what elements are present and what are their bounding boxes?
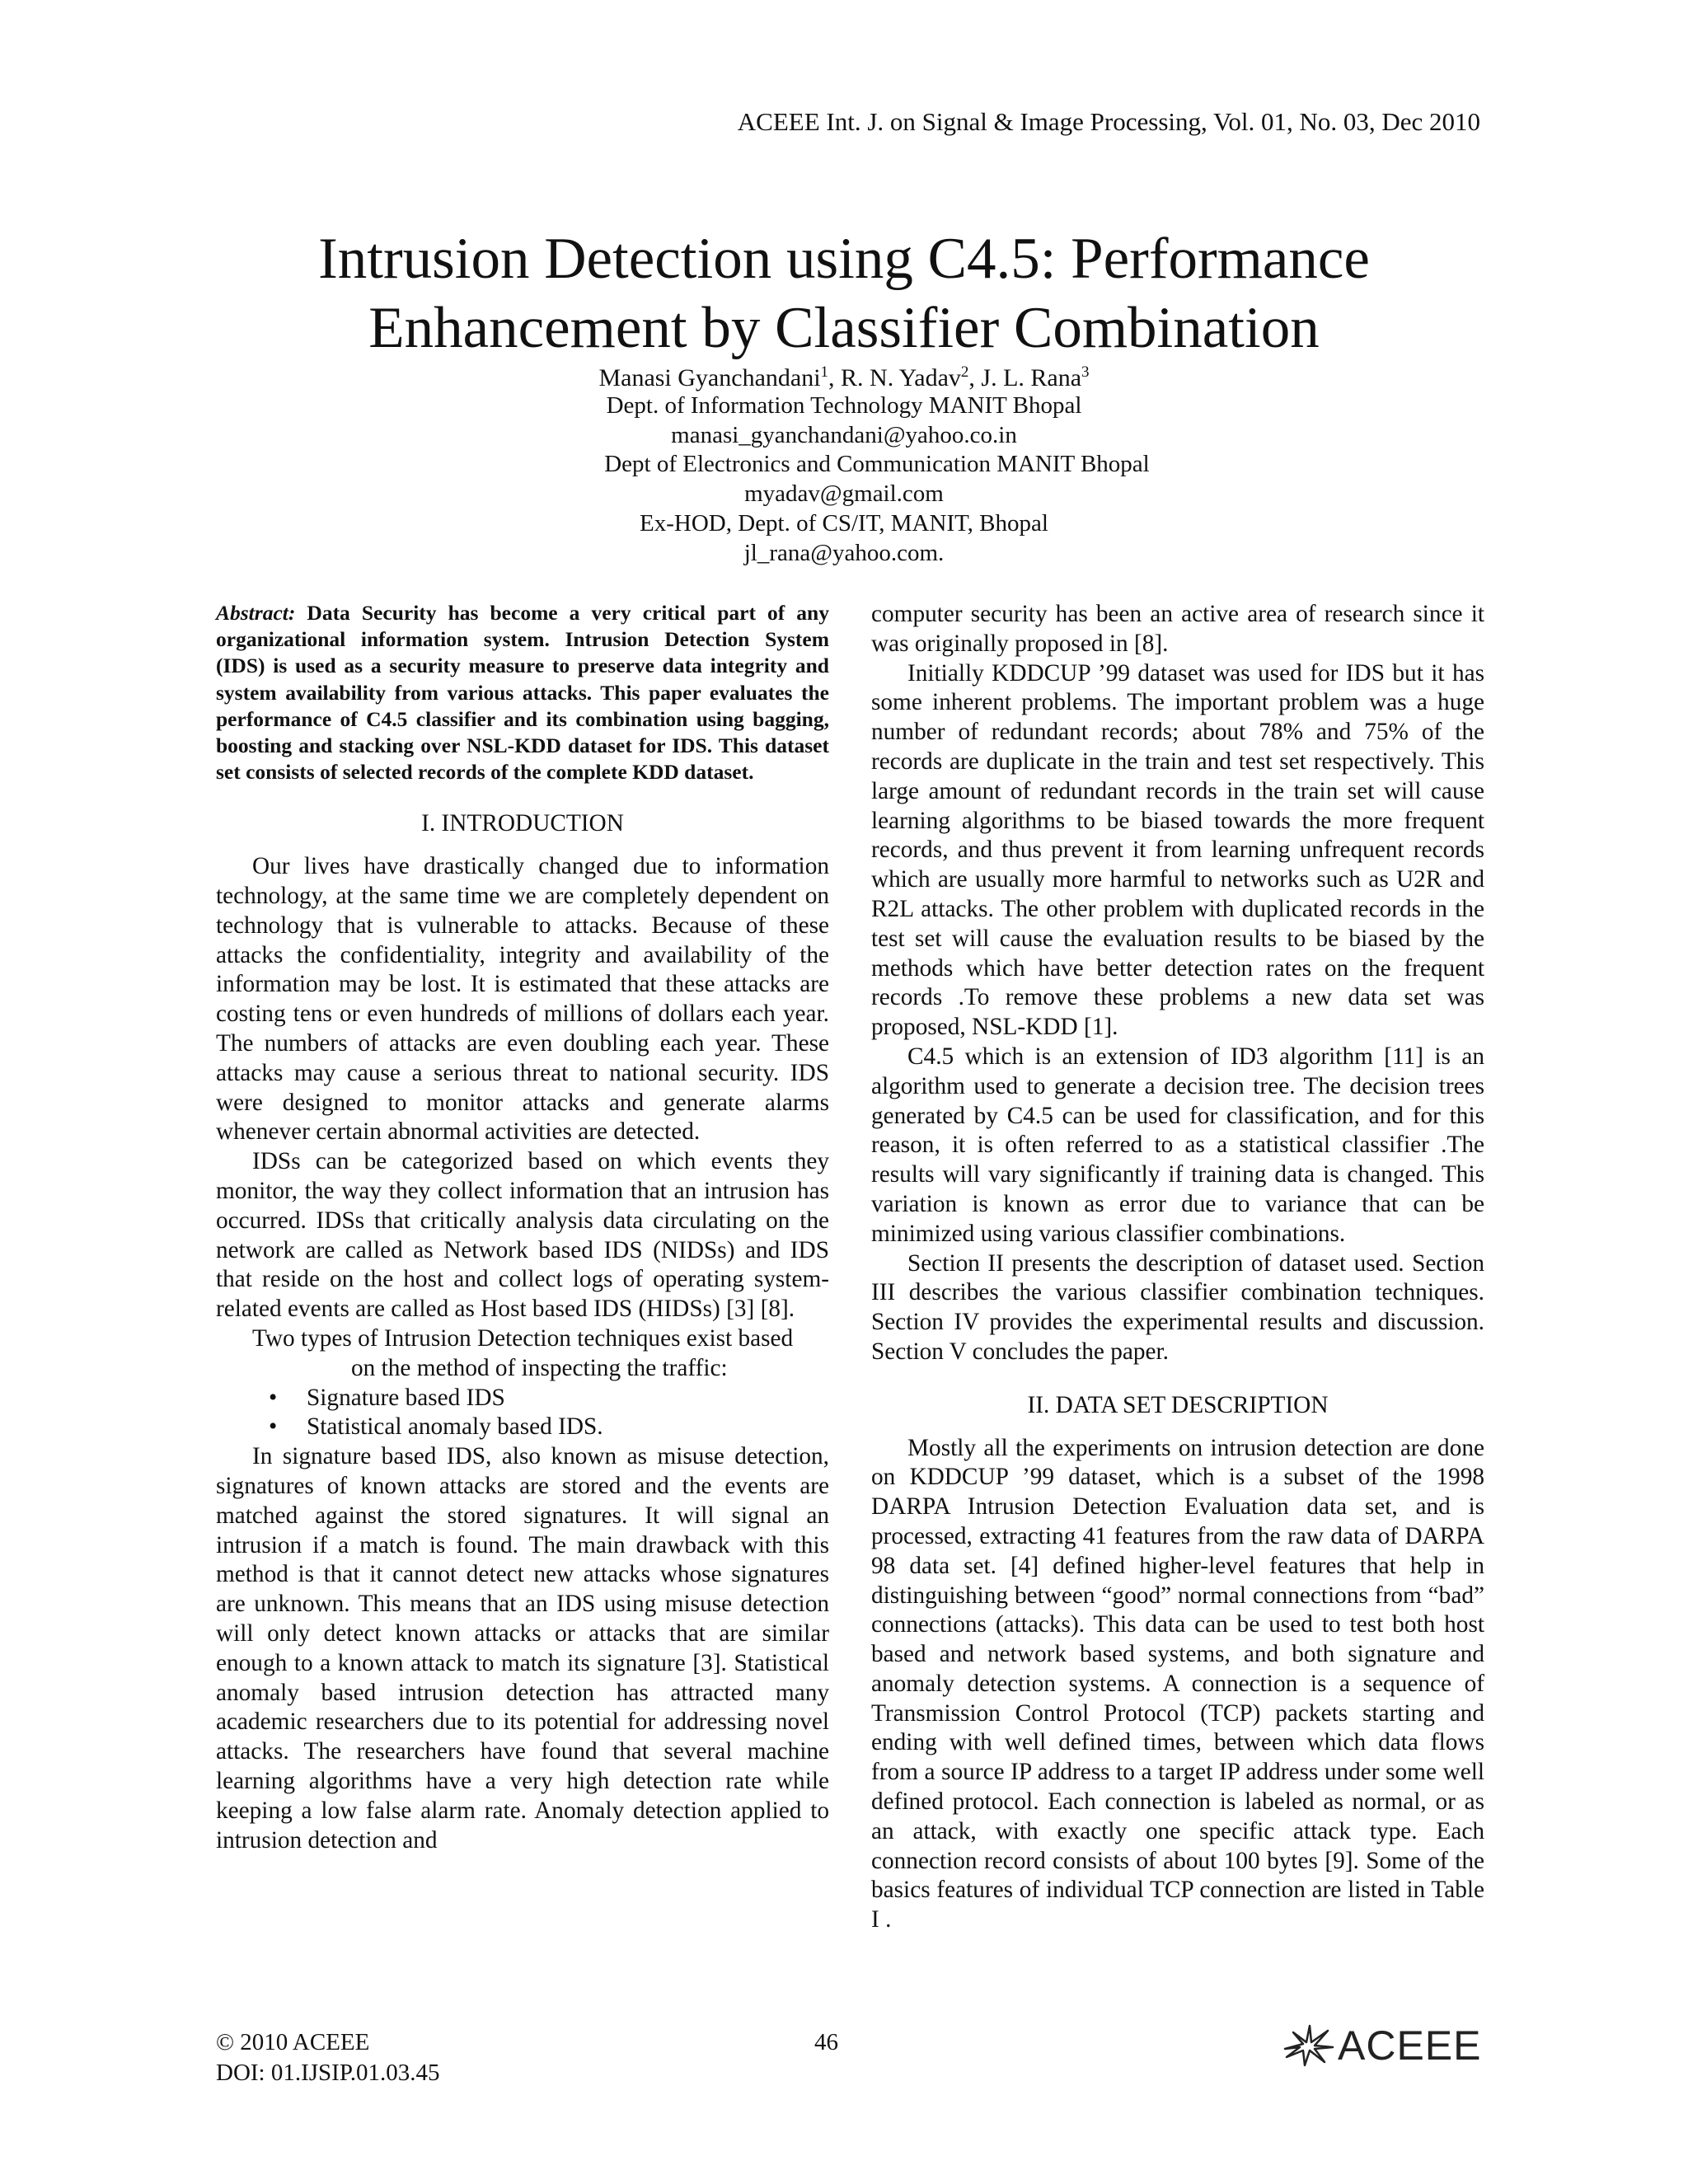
footer-copyright: © 2010 ACEEE	[216, 2029, 370, 2055]
list-item	[216, 1384, 829, 1413]
aceee-logo-icon	[1282, 2024, 1334, 2067]
page-number: 46	[814, 2029, 838, 2055]
author-3: , J. L. Rana	[968, 364, 1082, 391]
affiliation-2-email: myadav@gmail.com	[744, 480, 944, 507]
author-2: , R. N. Yadav	[828, 364, 961, 391]
bullet-icon: •	[269, 1413, 278, 1441]
affiliation-1: Dept. of Information Technology MANIT Bhopal	[606, 392, 1082, 419]
author-3-sup: 3	[1081, 363, 1090, 381]
right-paragraph-1: computer security has been an active area of research since it was originally proposed in [8].	[871, 601, 1484, 657]
aceee-logo	[1282, 2021, 1488, 2070]
list-item-text: Statistical anomaly based IDS.	[307, 1413, 603, 1441]
journal-running-head: ACEEE Int. J. on Signal & Image Processing, Vol. 01, No. 03, Dec 2010	[737, 107, 1480, 136]
intro-paragraph-4: In signature based IDS, also known as misuse detection, signatures of known attacks are stored and the events are matched against the stored signatures. It will signal an intrusion if a match is found. The main drawback with this method is that it cannot detect new attacks whose signatures are unknown. This means that an IDS using misuse detection will only detect known attacks or attacks that are similar enough to a known attack to match its signature [3]. Statistical anomaly based intrusion detection has attracted many academic researchers due to its potential for addressing novel attacks. The researchers have found that several machine learning algorithms have a very high detection rate while keeping a low false alarm rate. Anomaly detection applied to intrusion detection and	[216, 1443, 829, 1854]
author-1: Manasi Gyanchandani	[598, 364, 821, 391]
affiliation-3: Ex-HOD, Dept. of CS/IT, MANIT, Bhopal	[640, 510, 1048, 537]
right-paragraph-2: Initially KDDCUP ’99 dataset was used for IDS but it has some inherent problems. The important problem was a huge number of redundant records; about 78% and 75% of the records are duplicate in the train and test set respectively. This large amount of redundant records in the train set will cause learning algorithms to be biased towards the more frequent records, and thus prevent it from learning unfrequent records which are usually more harmful to networks such as U2R and R2L attacks. The other problem with duplicated records in the test set will cause the evaluation results to be biased by the methods which have better detection rates on the frequent records .To remove these problems a new data set was proposed, NSL-KDD [1].	[871, 659, 1484, 1041]
ids-type-list	[216, 1384, 829, 1443]
affiliation-3-email: jl_rana@yahoo.com.	[743, 540, 945, 566]
abstract	[216, 600, 829, 785]
intro-paragraph-2: IDSs can be categorized based on which events they monitor, the way they collect information that an intrusion has occurred. IDSs that critically analysis data circulating on the network are called as Network based IDS (NIDSs) and IDS that reside on the host and collect logs of operating system-related events are called as Host based IDS (HIDSs) [3] [8].	[216, 1148, 829, 1323]
author-list	[0, 358, 1688, 393]
left-column	[216, 600, 829, 1855]
affiliation-1-email: manasi_gyanchandani@yahoo.co.in	[671, 422, 1017, 448]
author-2-sup: 2	[960, 363, 969, 381]
aceee-logo-text: ACEEE	[1338, 2022, 1482, 2069]
list-item-text: Signature based IDS	[307, 1384, 505, 1411]
section-heading-dataset: II. DATA SET DESCRIPTION	[1027, 1391, 1329, 1418]
bullet-icon: •	[269, 1384, 278, 1411]
affiliation-2: Dept of Electronics and Communication MANIT Bhopal	[604, 451, 1150, 477]
intro-paragraph-3-line-1: Two types of Intrusion Detection techniques exist based	[252, 1324, 794, 1352]
dataset-paragraph: Mostly all the experiments on intrusion detection are done on KDDCUP ’99 dataset, which is a subset of the 1998 DARPA Intrusion Detection Evaluation data set, and is processed, extracting 41 features from the raw data of DARPA 98 data set. [4] defined higher-level features that help in distinguishing between “good” normal connections from “bad” connections (attacks). This data can be used to test both host based and network based systems, and both signature and anomaly detection systems. A connection is a sequence of Transmission Control Protocol (TCP) packets starting and ending with well defined times, between which data flows from a source IP address to a target IP address under some well defined protocol. Each connection is labeled as normal, or as an attack, with exactly one specific attack type. Each connection record consists of about 100 bytes [9]. Some of the basics features of individual TCP connection are listed in Table I .	[871, 1434, 1484, 1933]
intro-paragraph-1: Our lives have drastically changed due to information technology, at the same time we are completely dependent on technology that is vulnerable to attacks. Because of these attacks the confidentiality, integrity and availability of the information may be lost. It is estimated that these attacks are costing tens or even hundreds of millions of dollars each year. The numbers of attacks are even doubling each year. These attacks may cause a serious threat to national security. IDS were designed to monitor attacks and generate alarms whenever certain abnormal activities are detected.	[216, 853, 829, 1146]
abstract-text: Data Security has become a very critical part of any organizational information system. Intrusion Detection System (IDS) is used as a security measure to preserve data integrity and system availability from various attacks. This paper evaluates the performance of C4.5 classifier and its combination using bagging, boosting and stacking over NSL-KDD dataset for IDS. This dataset set consists of selected records of the complete KDD dataset.	[216, 601, 829, 785]
title-line-1: Intrusion Detection using C4.5: Performance	[318, 227, 1370, 291]
paper-title	[0, 224, 1688, 363]
footer-doi: DOI: 01.IJSIP.01.03.45	[216, 2060, 440, 2086]
section-heading-introduction: I. INTRODUCTION	[421, 810, 624, 837]
title-line-2: Enhancement by Classifier Combination	[368, 296, 1320, 360]
right-column	[871, 600, 1484, 1935]
abstract-label: Abstract:	[216, 601, 296, 625]
intro-paragraph-3	[216, 1324, 829, 1384]
right-paragraph-4: Section II presents the description of dataset used. Section III describes the various classifier combination techniques. Section IV provides the experimental results and discussion. Section V concludes the paper.	[871, 1249, 1484, 1365]
right-paragraph-3: C4.5 which is an extension of ID3 algorithm [11] is an algorithm used to generate a decision tree. The decision trees generated by C4.5 can be used for classification, and for this reason, it is often referred to as a statistical classifier .The results will vary significantly if training data is changed. This variation is known as error due to variance that can be minimized using various classifier combinations.	[871, 1043, 1484, 1247]
author-1-sup: 1	[820, 363, 829, 381]
intro-paragraph-3-line-2: on the method of inspecting the traffic:	[351, 1354, 728, 1381]
list-item	[216, 1413, 829, 1442]
